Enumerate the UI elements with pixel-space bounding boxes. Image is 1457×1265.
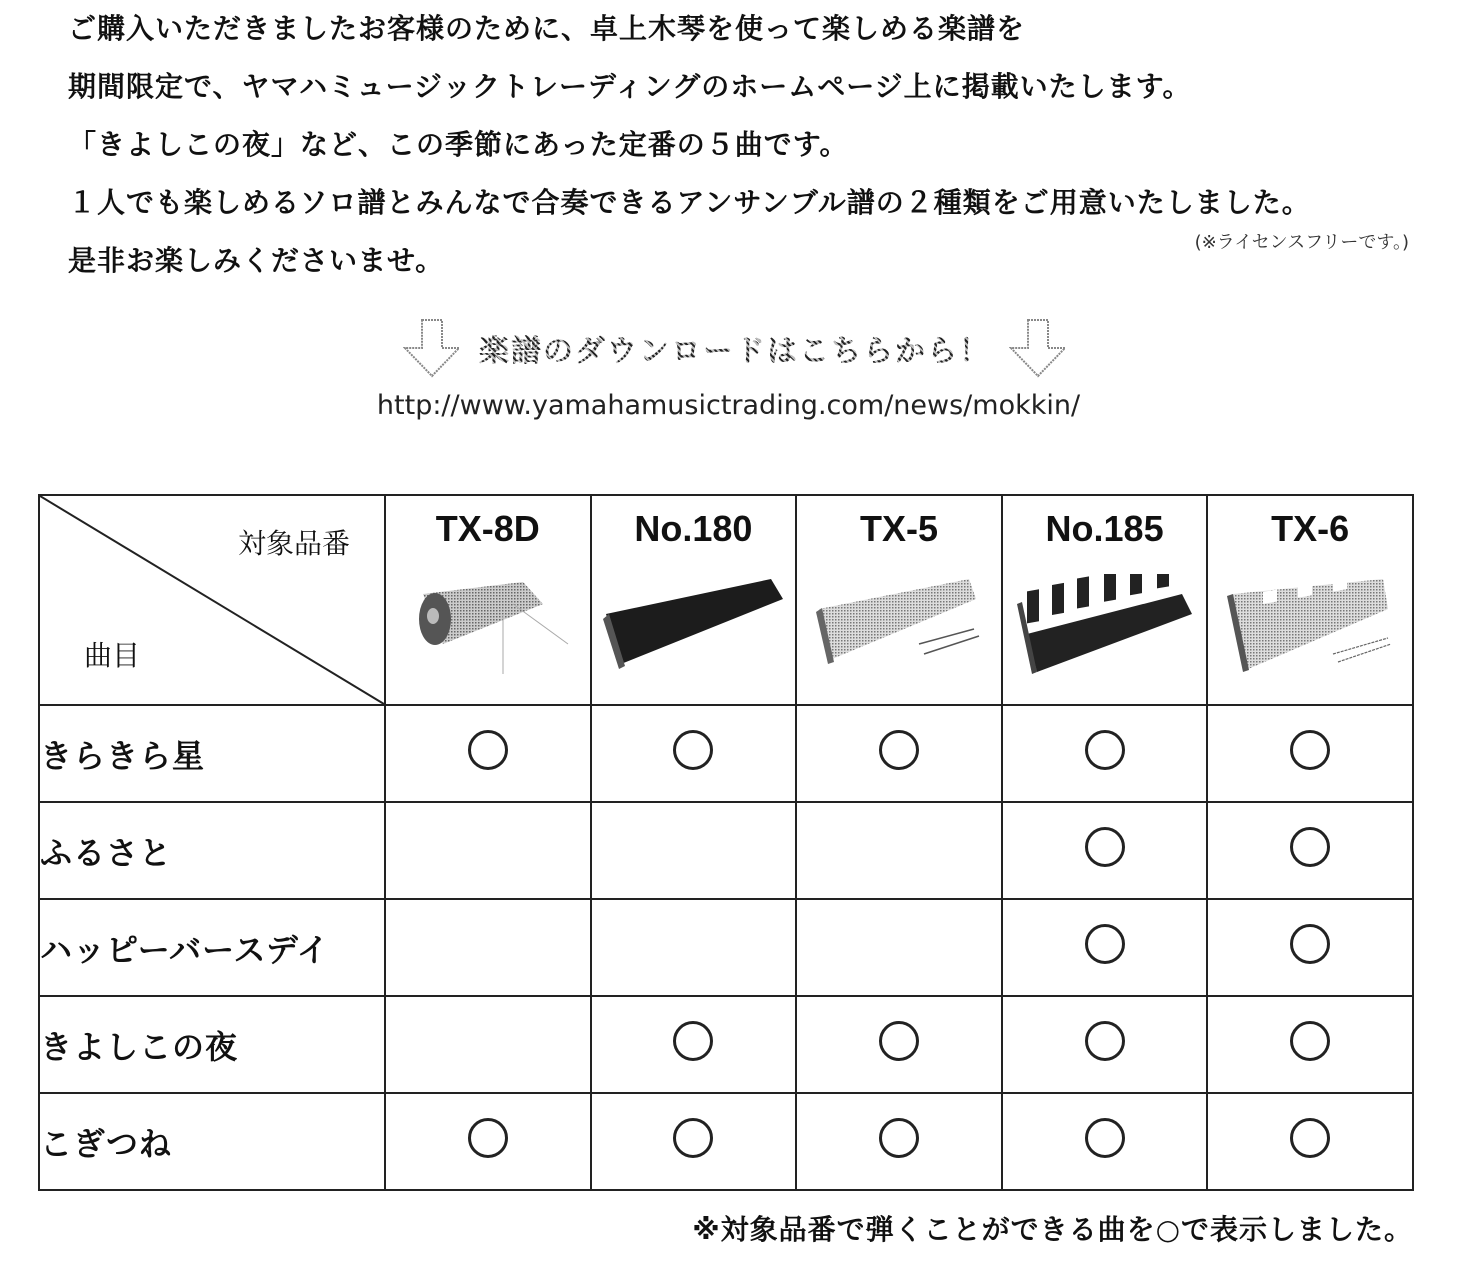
download-banner <box>400 316 1070 380</box>
available-mark <box>1207 996 1413 1093</box>
empty-mark <box>796 802 1002 899</box>
model-header-tx-5 <box>796 495 1002 705</box>
circle-icon <box>673 1021 713 1061</box>
circle-icon <box>1290 827 1330 867</box>
song-name: きらきら星 <box>39 705 385 802</box>
model-name: TX-8D <box>435 508 540 549</box>
available-mark <box>796 1093 1002 1190</box>
intro-line-2: 期間限定で、ヤマハミュージックトレーディングのホームページ上に掲載いたします。 <box>68 70 1192 103</box>
tubular-xylophone-icon <box>403 574 573 674</box>
light-glockenspiel-icon <box>814 574 984 669</box>
intro-line-4: １人でも楽しめるソロ譜とみんなで合奏できるアンサンブル譜の２種類をご用意いたしました。 <box>68 186 1311 219</box>
table-corner-cell <box>39 495 385 705</box>
license-note: (※ライセンスフリーです。) <box>1194 232 1409 253</box>
table-row <box>39 899 1413 996</box>
available-mark <box>1207 705 1413 802</box>
circle-icon <box>879 1118 919 1158</box>
circle-icon <box>879 1021 919 1061</box>
table-row <box>39 802 1413 899</box>
available-mark <box>385 1093 591 1190</box>
table-row <box>39 705 1413 802</box>
circle-icon <box>1085 827 1125 867</box>
empty-mark <box>385 996 591 1093</box>
intro-line-5: 是非お楽しみくださいませ。 <box>68 244 445 277</box>
empty-mark <box>591 899 797 996</box>
circle-icon <box>1085 1021 1125 1061</box>
table-footnote: ※対象品番で弾くことができる曲を○で表示しました。 <box>692 1213 1413 1246</box>
download-url-link[interactable]: http://www.yamahamusictrading.com/news/mokkin/ <box>376 390 1081 421</box>
available-mark <box>1207 899 1413 996</box>
model-name: TX-6 <box>1271 508 1350 549</box>
circle-icon <box>468 730 508 770</box>
circle-icon <box>673 1118 713 1158</box>
song-name: こぎつね <box>39 1093 385 1190</box>
available-mark <box>591 996 797 1093</box>
song-header: 曲目 <box>84 639 141 672</box>
available-mark <box>385 705 591 802</box>
circle-icon <box>1290 1118 1330 1158</box>
model-header-no-180 <box>591 495 797 705</box>
down-arrow-icon <box>1009 318 1067 378</box>
circle-icon <box>1290 924 1330 964</box>
song-name: ハッピーバースデイ <box>39 899 385 996</box>
model-name: TX-5 <box>859 508 938 549</box>
circle-icon <box>1290 730 1330 770</box>
table-header-row <box>39 495 1413 705</box>
available-mark <box>1002 899 1208 996</box>
available-mark <box>1207 1093 1413 1190</box>
model-name: No.185 <box>1045 508 1164 549</box>
available-mark <box>796 996 1002 1093</box>
circle-icon <box>879 730 919 770</box>
table-row <box>39 996 1413 1093</box>
song-name: きよしこの夜 <box>39 996 385 1093</box>
song-name: ふるさと <box>39 802 385 899</box>
table-row <box>39 1093 1413 1190</box>
circle-icon <box>673 730 713 770</box>
empty-mark <box>385 899 591 996</box>
model-name: No.180 <box>634 508 753 549</box>
model-number-header: 対象品番 <box>237 527 350 560</box>
circle-icon <box>468 1118 508 1158</box>
available-mark <box>1002 1093 1208 1190</box>
model-header-tx-6 <box>1207 495 1413 705</box>
dark-glockenspiel-icon <box>601 574 786 669</box>
model-header-no-185 <box>1002 495 1208 705</box>
circle-icon <box>1085 1118 1125 1158</box>
available-mark <box>1002 802 1208 899</box>
intro-line-3: 「きよしこの夜」など、この季節にあった定番の５曲です。 <box>68 128 849 161</box>
model-header-tx-8d <box>385 495 591 705</box>
empty-mark <box>796 899 1002 996</box>
circle-icon <box>1085 730 1125 770</box>
available-mark <box>591 705 797 802</box>
available-mark <box>591 1093 797 1190</box>
download-label: 楽譜のダウンロードはこちらから！ <box>479 326 991 370</box>
empty-mark <box>385 802 591 899</box>
down-arrow-icon <box>403 318 461 378</box>
available-mark <box>1002 996 1208 1093</box>
intro-line-1: ご購入いただきましたお客様のために、卓上木琴を使って楽しめる楽譜を <box>68 12 1026 45</box>
two-row-dark-glockenspiel-icon <box>1012 574 1197 674</box>
compatibility-table <box>38 494 1414 1191</box>
empty-mark <box>591 802 797 899</box>
available-mark <box>1002 705 1208 802</box>
available-mark <box>796 705 1002 802</box>
circle-icon <box>1085 924 1125 964</box>
two-row-light-glockenspiel-icon <box>1223 574 1398 674</box>
circle-icon <box>1290 1021 1330 1061</box>
available-mark <box>1207 802 1413 899</box>
